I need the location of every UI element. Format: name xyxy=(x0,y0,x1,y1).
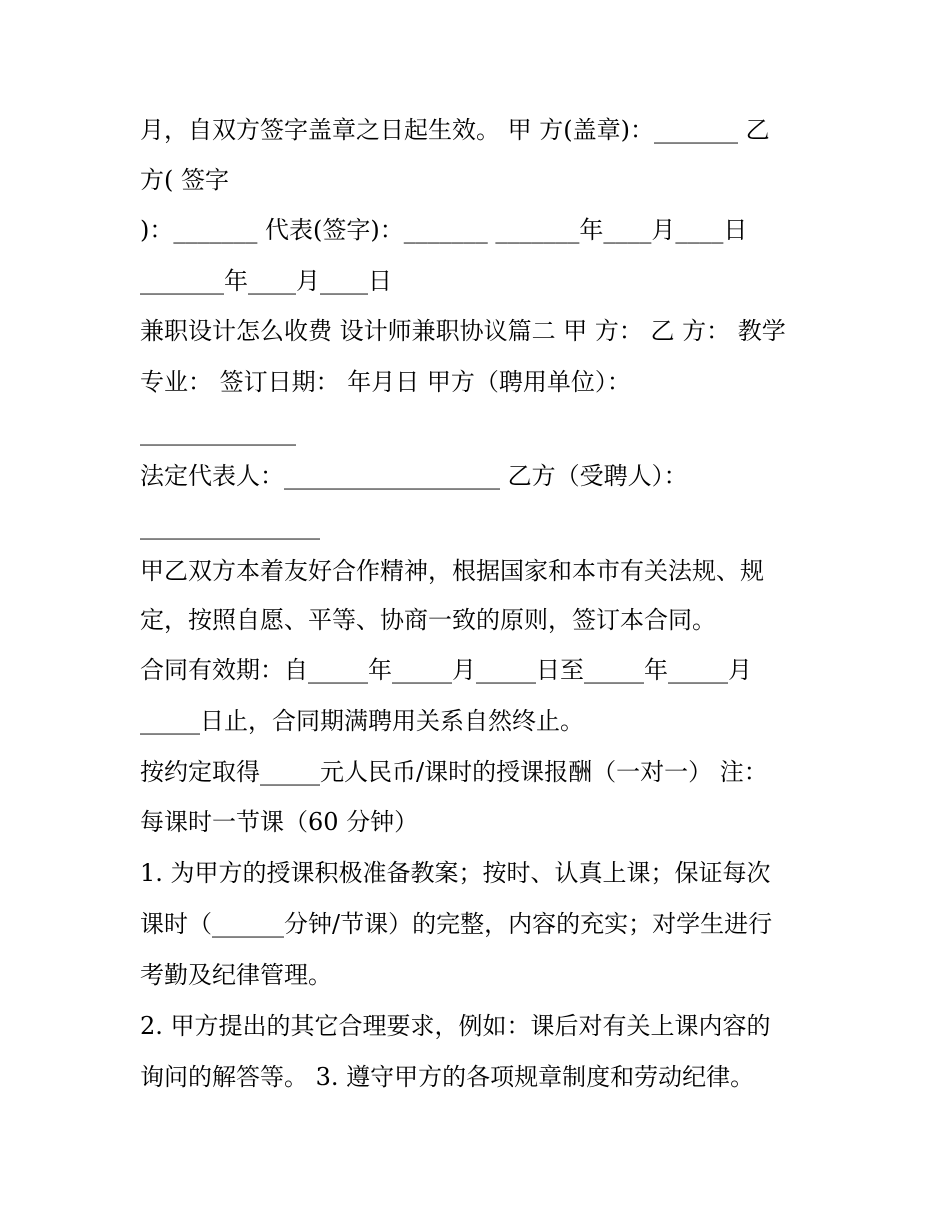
text-line: 每课时一节课（60 分钟） xyxy=(140,808,419,836)
text-line: 2. 甲方提出的其它合理要求，例如：课后对有关上课内容的 xyxy=(140,1012,771,1040)
text-line: 课时（______分钟/节课）的完整，内容的充实；对学生进行 xyxy=(140,910,773,938)
text-line: 考勤及纪律管理。 xyxy=(140,961,332,989)
text-line: )：_______ 代表(签字)：_______ _______年____月____日 xyxy=(140,216,748,244)
text-line: 专业： 签订日期： 年月日 甲方（聘用单位）： xyxy=(140,368,631,396)
text-line: 1. 为甲方的授课积极准备教案；按时、认真上课；保证每次 xyxy=(140,859,771,887)
text-line: _____________ xyxy=(140,418,296,446)
text-line: _____日止，合同期满聘用关系自然终止。 xyxy=(140,707,584,735)
text-line: 合同有效期：自_____年_____月_____日至_____年_____月 xyxy=(140,656,752,684)
text-line: _______________ xyxy=(140,512,320,540)
text-line: 定，按照自愿、平等、协商一致的原则，签订本合同。 xyxy=(140,606,716,634)
text-line: 月，自双方签字盖章之日起生效。 甲 方(盖章)：_______ 乙 xyxy=(140,116,770,144)
text-line: 按约定取得_____元人民币/课时的授课报酬（一对一） 注： xyxy=(140,758,768,786)
text-line: _______年____月____日 xyxy=(140,267,392,295)
text-line: 方( 签字 xyxy=(140,166,229,194)
text-line: 甲乙双方本着友好合作精神，根据国家和本市有关法规、规 xyxy=(140,557,764,585)
text-line: 询问的解答等。 3. 遵守甲方的各项规章制度和劳动纪律。 xyxy=(140,1063,755,1091)
text-line: 法定代表人：__________________ 乙方（受聘人）： xyxy=(140,462,688,490)
text-line: 兼职设计怎么收费 设计师兼职协议篇二 甲 方： 乙 方： 教学 xyxy=(140,317,786,345)
